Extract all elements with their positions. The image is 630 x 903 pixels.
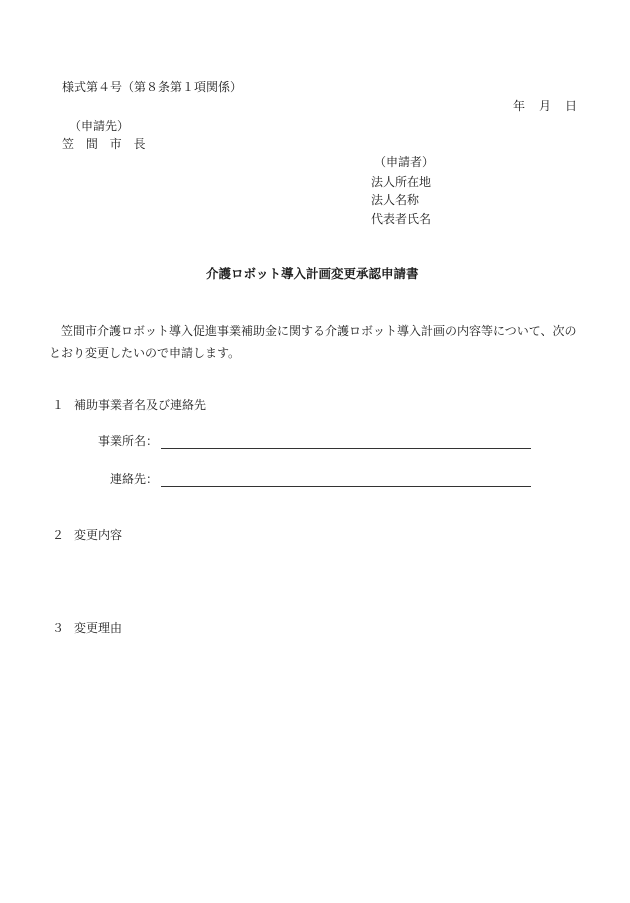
date-day: 日 <box>565 99 578 113</box>
body-paragraph: 笠間市介護ロボット導入促進事業補助金に関する介護ロボット導入計画の内容等について、次のとおり変更したいので申請します。 <box>49 324 577 360</box>
addressee-label: （申請先） <box>69 119 130 133</box>
section-1-title: 補助事業者名及び連絡先 <box>74 398 207 412</box>
section-2-heading <box>52 529 122 541</box>
applicant-representative-label: 代表者氏名 <box>371 212 432 226</box>
office-name-field[interactable] <box>161 448 531 449</box>
applicant-address-label: 法人所在地 <box>371 175 432 189</box>
document-title: 介護ロボット導入計画変更承認申請書 <box>206 266 419 281</box>
date-line <box>513 100 577 112</box>
form-number: 様式第４号（第８条第１項関係） <box>62 80 243 94</box>
applicant-corp-name-label: 法人名称 <box>371 193 420 207</box>
office-name-label: 事業所名： <box>98 434 159 448</box>
contact-label: 連絡先： <box>110 472 159 486</box>
section-3-number: ３ <box>52 621 65 635</box>
section-2-title: 変更内容 <box>74 528 123 542</box>
addressee-name: 笠 間 市 長 <box>62 137 150 151</box>
date-month: 月 <box>539 99 552 113</box>
section-2-number: ２ <box>52 528 65 542</box>
section-3-title: 変更理由 <box>74 621 123 635</box>
section-1-heading <box>52 399 206 411</box>
contact-field[interactable] <box>161 486 531 487</box>
section-1-number: １ <box>52 398 65 412</box>
date-year: 年 <box>513 99 526 113</box>
section-3-heading <box>52 622 122 634</box>
applicant-label: （申請者） <box>374 155 435 169</box>
